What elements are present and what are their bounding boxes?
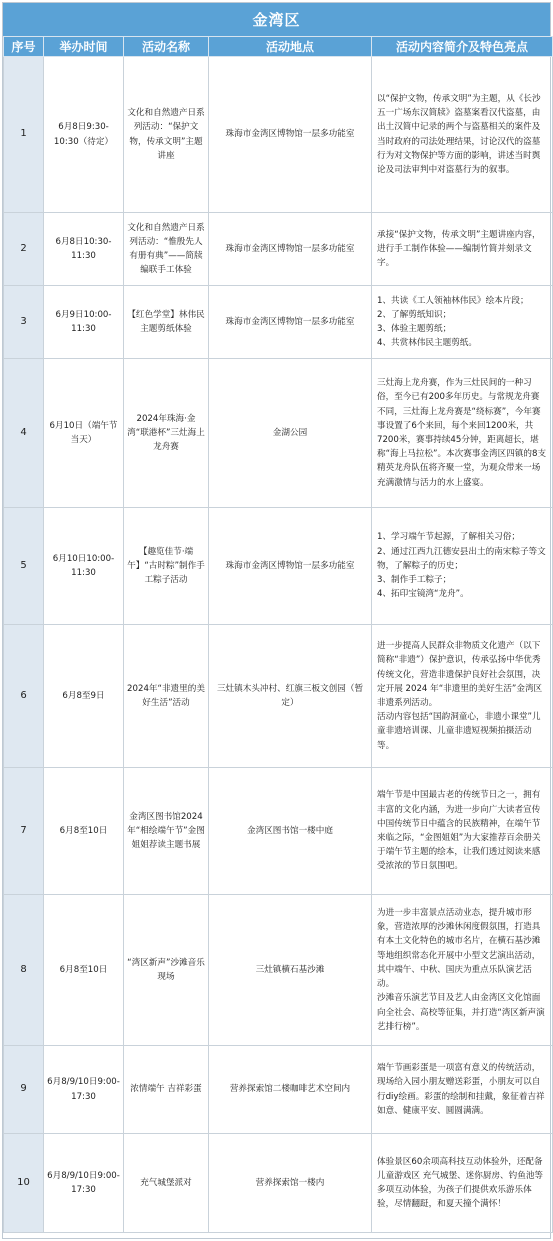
event-time: 6月8/9/10日9:00-17:30	[44, 1046, 124, 1134]
event-name: 充气城堡派对	[124, 1134, 209, 1233]
table-header-row	[4, 37, 553, 57]
event-name: 浓情端午 吉祥彩蛋	[124, 1046, 209, 1134]
event-name: 【红色学堂】林伟民主题剪纸体验	[124, 286, 209, 359]
row-number: 4	[4, 359, 44, 508]
event-name: 2024年“非遗里的美好生活”活动	[124, 625, 209, 768]
event-time: 6月8至10日	[44, 895, 124, 1046]
event-place: 金湾区图书馆一楼中庭	[209, 768, 372, 895]
event-desc	[372, 768, 553, 895]
desc-line: 4、共赏林伟民主题剪纸。	[377, 338, 477, 349]
event-name: “湾区新声”沙滩音乐现场	[124, 895, 209, 1046]
event-time: 6月8/9/10日9:00-17:30	[44, 1134, 124, 1233]
desc-line: 2、了解剪纸知识；	[377, 309, 452, 320]
desc-line: 1、共读《工人领袖林伟民》绘本片段；	[377, 295, 529, 306]
event-name: 【趣览佳节·端午】“古时粽”制作手工粽子活动	[124, 508, 209, 625]
header-time: 举办时间	[44, 37, 124, 57]
event-place: 三灶镇横石基沙滩	[209, 895, 372, 1046]
event-time: 6月10日（端午节当天）	[44, 359, 124, 508]
row-number: 3	[4, 286, 44, 359]
table-row	[4, 895, 553, 1046]
event-desc	[372, 1134, 553, 1233]
event-time: 6月9日10:00-11:30	[44, 286, 124, 359]
event-desc	[372, 895, 553, 1046]
row-number: 5	[4, 508, 44, 625]
region-title: 金湾区	[3, 3, 550, 36]
event-name: 文化和自然遗产日系列活动：“保护文物，传承文明”主题讲座	[124, 57, 209, 213]
row-number: 9	[4, 1046, 44, 1134]
event-name: 金湾区图书馆2024年“相绘端午节”金图姐姐荐读主题书展	[124, 768, 209, 895]
event-time: 6月8日9:30-10:30（待定）	[44, 57, 124, 213]
desc-line: 端午节是中国最古老的传统节日之一，拥有丰富的文化内涵，为进一步向广大读者宣传中国传统节日中蕴含的民族精神，在端午节来临之际，“金图姐姐”为大家推荐百余册关于端午节主题的绘本，让我们透过阅读来感受浓浓的节日氛围吧。	[377, 790, 541, 872]
desc-line: 体验景区60余项高科技互动体验外，还配备儿童游戏区 充气城堡、迷你厨房、钓鱼池等多项互动体验，为孩子们提供欢乐游乐体验，尽情翻跹，和夏天撞个满怀！	[377, 1156, 544, 1210]
event-desc	[372, 625, 553, 768]
row-number: 7	[4, 768, 44, 895]
table-row	[4, 1046, 553, 1134]
event-place: 珠海市金湾区博物馆一层多功能室	[209, 57, 372, 213]
table-row	[4, 625, 553, 768]
event-desc	[372, 1046, 553, 1134]
event-desc	[372, 359, 553, 508]
event-desc	[372, 213, 553, 286]
event-place: 营养探索馆二楼咖啡艺术空间内	[209, 1046, 372, 1134]
table-row	[4, 1134, 553, 1233]
row-number: 2	[4, 213, 44, 286]
table-row	[4, 57, 553, 213]
desc-line: 以“保护文物，传承文明”为主题，从《长沙五一广场东汉简牍》盗墓案看汉代盗墓，由出土汉简中记录的两个与盗墓相关的案件及当时政府的司法处理结果，讨论汉代的盗墓行为对文物保护等方面的影响，讲述当时舆论及司法审判中对盗墓行为的叙事。	[377, 93, 541, 175]
desc-line: 进一步提高人民群众非物质文化遗产（以下简称“非遗”）保护意识，传承弘扬中华优秀传统文化，营造非遗保护良好社会氛围，决定开展 2024 年“非遗里的美好生活”金湾区非遗系列活动。	[377, 641, 543, 708]
row-number: 6	[4, 625, 44, 768]
desc-line: 活动内容包括“国韵洞童心，非遗小课堂”儿童非遗培训课、儿童非遗短视频拍摄活动等。	[377, 712, 541, 751]
event-place: 珠海市金湾区博物馆一层多功能室	[209, 213, 372, 286]
event-place: 营养探索馆一楼内	[209, 1134, 372, 1233]
table-row	[4, 286, 553, 359]
row-number: 8	[4, 895, 44, 1046]
activity-table	[3, 36, 553, 1233]
event-place: 珠海市金湾区博物馆一层多功能室	[209, 508, 372, 625]
desc-line: 3、体验主题剪纸；	[377, 324, 452, 334]
event-name: 2024年珠海·金湾“联港杯”三灶海上龙舟赛	[124, 359, 209, 508]
event-desc	[372, 286, 553, 359]
event-time: 6月8日10:30-11:30	[44, 213, 124, 286]
header-name: 活动名称	[124, 37, 209, 57]
event-time: 6月8至10日	[44, 768, 124, 895]
desc-line: 3、制作手工粽子；	[377, 575, 452, 586]
desc-line: 2、通过江西九江德安县出土的南宋粽子等文物，了解粽子的历史；	[377, 546, 546, 571]
desc-line: 沙滩音乐演艺节目及艺人由金湾区文化馆面向全社会、高校等征集，并打造“湾区新声演艺排行榜”。	[377, 993, 545, 1032]
header-place: 活动地点	[209, 37, 372, 57]
row-number: 1	[4, 57, 44, 213]
table-row	[4, 213, 553, 286]
desc-line: 端午节画彩蛋是一项富有意义的传统活动，现场给入园小朋友赠送彩蛋，小朋友可以自行diy绘画。彩蛋的绘制和挂戴，象征着吉祥如意、健康平安、圆圆满满。	[377, 1063, 545, 1116]
event-place: 金湖公园	[209, 359, 372, 508]
desc-line: 1、学习端午节起源，了解相关习俗；	[377, 532, 520, 543]
table-row	[4, 508, 553, 625]
desc-line: 为进一步丰富景点活动业态，提升城市形象，营造浓厚的沙滩休闲度假氛围，打造具有本土文化特色的城市名片，在横石基沙滩等地组织常态化开展中小型文艺演出活动，其中端午、中秋、国庆为重点乐队演艺活动。	[377, 908, 541, 990]
table-row	[4, 768, 553, 895]
event-desc	[372, 57, 553, 213]
desc-line: 三灶海上龙舟赛，作为三灶民间的一种习俗，至今已有200多年历史。与常规龙舟赛不同，三灶海上龙舟赛是“绕标赛”，今年赛事设置了6个来回，每个来回1200米，共7200米，赛事持续45分钟，距离超长，堪称“海上马拉松”。本次赛事金湾区四镇的8支精英龙舟队伍将齐聚一堂，为观众带来一场充满激情与活力的水上盛宴。	[377, 378, 547, 488]
row-number: 10	[4, 1134, 44, 1233]
header-desc: 活动内容简介及特色亮点	[372, 37, 553, 57]
event-desc	[372, 508, 553, 625]
event-time: 6月8至9日	[44, 625, 124, 768]
activity-table-container	[2, 2, 551, 1239]
desc-line: 4、拓印宝镜湾“龙舟”。	[377, 589, 469, 600]
event-name: 文化和自然遗产日系列活动：“惟殷先人 有册有典”——简牍编联手工体验	[124, 213, 209, 286]
table-row	[4, 359, 553, 508]
event-time: 6月10日10:00-11:30	[44, 508, 124, 625]
event-place: 珠海市金湾区博物馆一层多功能室	[209, 286, 372, 359]
event-place: 三灶镇木头冲村、红旗三板文创园（暂定）	[209, 625, 372, 768]
header-no: 序号	[4, 37, 44, 57]
desc-line: 承接“保护文物，传承文明”主题讲座内容，进行手工制作体验——编制竹简并刻录文字。	[377, 229, 541, 269]
